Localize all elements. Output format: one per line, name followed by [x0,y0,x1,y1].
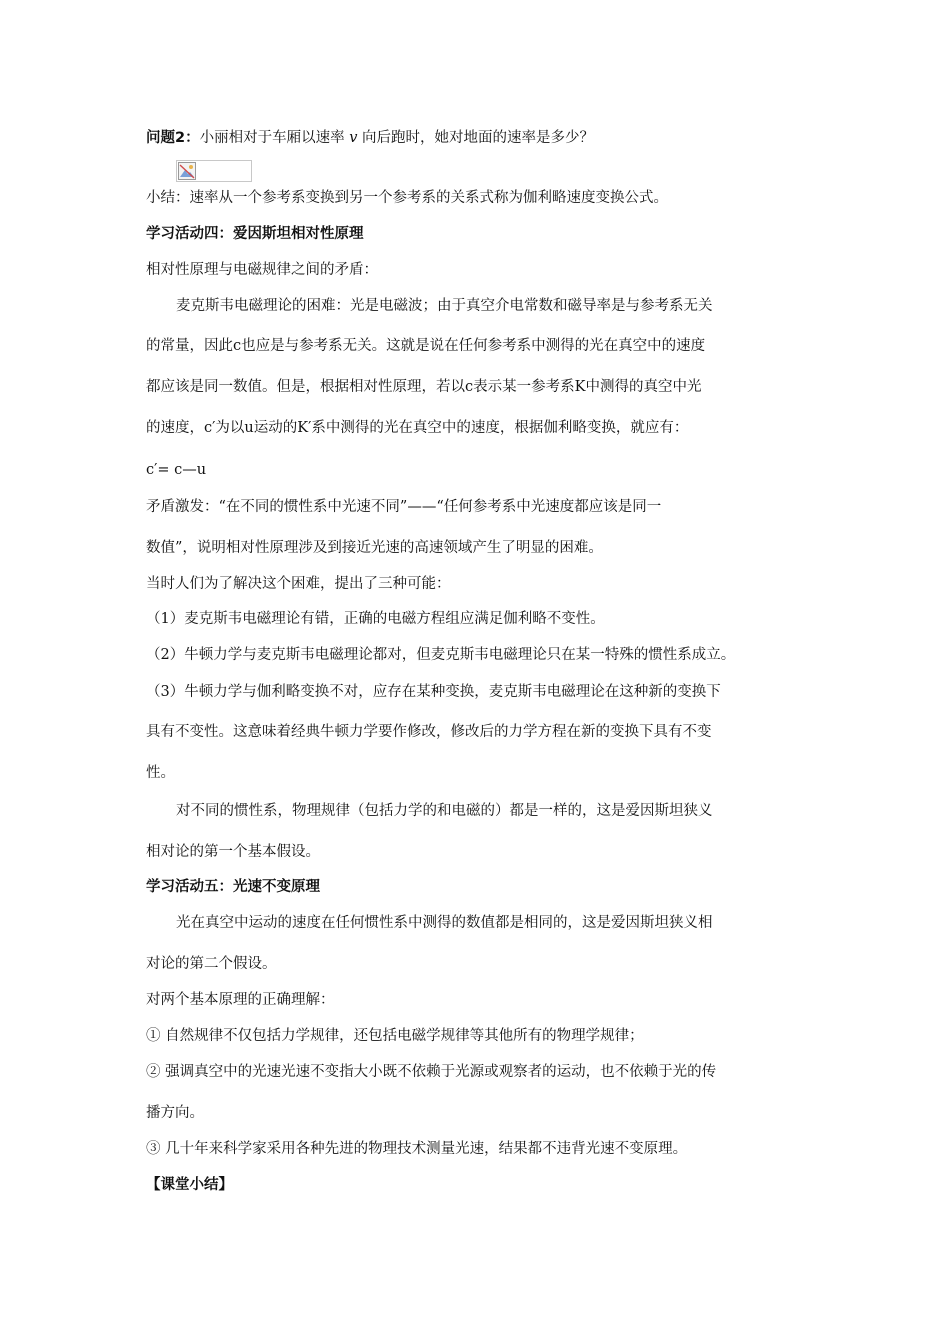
broken-image-icon [178,162,196,180]
question-2 [146,128,594,148]
paragraph-line: 的速度，c′为以u运动的K′系中测得的光在真空中的速度，根据伽利略变换，就应有： [146,420,689,436]
paragraph-line: 对论的第二个假设。 [146,956,277,972]
list-item: （2）牛顿力学与麦克斯韦电磁理论都对，但麦克斯韦电磁理论只在某一特殊的惯性系成立。 [146,647,736,663]
velocity-variable: v [349,130,358,146]
question-text-pre: 小丽相对于车厢以速率 [199,130,350,146]
summary-line: 小结：速率从一个参考系变换到另一个参考系的关系式称为伽利略速度变换公式。 [146,190,668,206]
image-placeholder [176,160,252,182]
list-item-continued: 具有不变性。这意味着经典牛顿力学要作修改，修改后的力学方程在新的变换下具有不变 [146,724,712,740]
question-text-post: 向后跑时，她对地面的速率是多少？ [357,130,595,146]
paragraph-line: 对不同的惯性系，物理规律（包括力学的和电磁的）都是一样的，这是爱因斯坦狭义 [176,803,713,819]
paragraph-line: 相对性原理与电磁规律之间的矛盾： [146,262,378,278]
question-label: 问题2： [146,130,200,146]
list-item: ③ 几十年来科学家采用各种先进的物理技术测量光速，结果都不违背光速不变原理。 [146,1141,688,1157]
list-item: ② 强调真空中的光速光速不变指大小既不依赖于光源或观察者的运动，也不依赖于光的传 [146,1064,717,1080]
paragraph-line: 数值”，说明相对性原理涉及到接近光速的高速领域产生了明显的困难。 [146,540,603,556]
list-item: （3）牛顿力学与伽利略变换不对，应存在某种变换，麦克斯韦电磁理论在这种新的变换下 [146,684,721,700]
paragraph-line: 矛盾激发：“在不同的惯性系中光速不同”——“任何参考系中光速度都应该是同一 [146,499,662,515]
list-item: （1）麦克斯韦电磁理论有错，正确的电磁方程组应满足伽利略不变性。 [146,611,605,627]
class-summary-heading: 【课堂小结】 [146,1177,233,1193]
paragraph-line: 对两个基本原理的正确理解： [146,992,335,1008]
paragraph-line: 当时人们为了解决这个困难，提出了三种可能： [146,576,451,592]
paragraph-line: 都应该是同一数值。但是，根据相对性原理，若以c表示某一参考系K中测得的真空中光 [146,379,702,395]
list-item-continued: 性。 [146,765,175,781]
paragraph-line: 麦克斯韦电磁理论的困难：光是电磁波；由于真空介电常数和磁导率是与参考系无关 [176,298,713,314]
paragraph-line: 相对论的第一个基本假设。 [146,844,320,860]
list-item: ① 自然规律不仅包括力学规律，还包括电磁学规律等其他所有的物理学规律； [146,1028,644,1044]
formula-line: c′= c—u [146,462,207,478]
paragraph-line: 光在真空中运动的速度在任何惯性系中测得的数值都是相同的，这是爱因斯坦狭义相 [176,915,713,931]
section-heading-5: 学习活动五：光速不变原理 [146,879,320,895]
section-heading-4: 学习活动四：爱因斯坦相对性原理 [146,226,364,242]
list-item-continued: 播方向。 [146,1105,204,1121]
paragraph-line: 的常量，因此c也应是与参考系无关。这就是说在任何参考系中测得的光在真空中的速度 [146,338,706,354]
